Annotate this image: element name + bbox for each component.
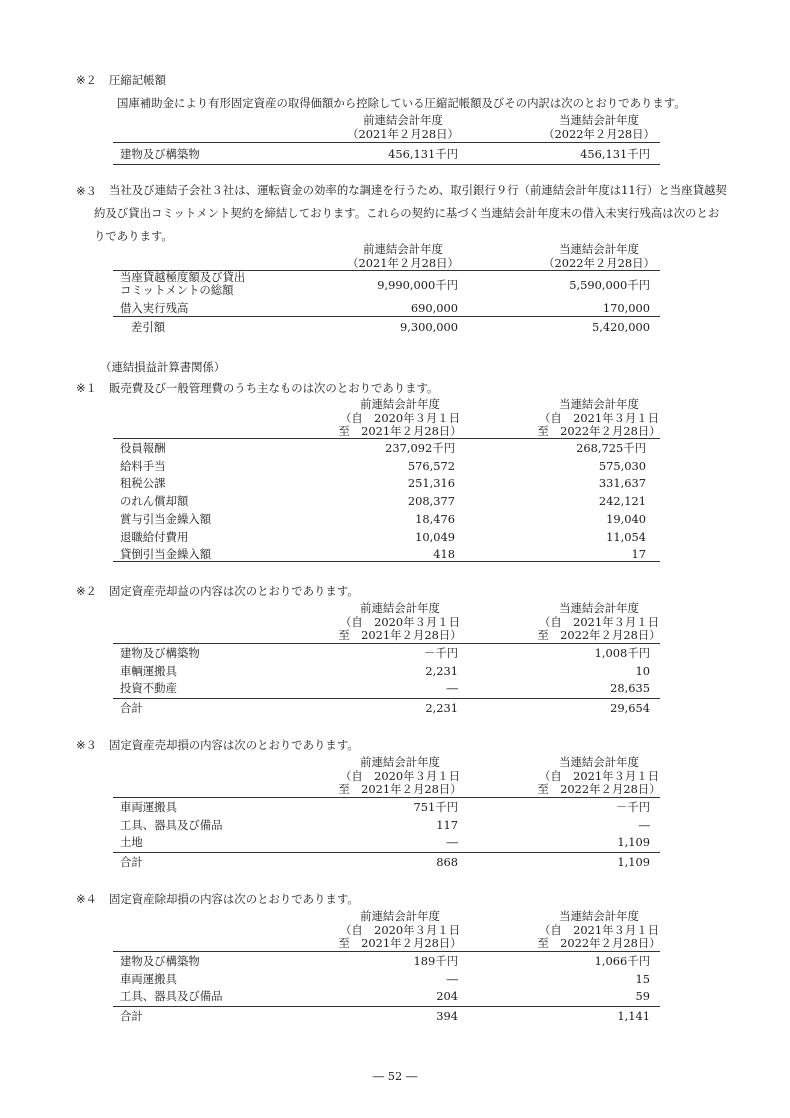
table-total-rule [113, 698, 660, 699]
table-cell-prev: 690,000 [410, 301, 458, 315]
table-cell-curr: 170,000 [602, 301, 650, 315]
table-cell-curr: 1,109 [617, 855, 650, 870]
table-row-label: 車両運搬具 [120, 971, 177, 986]
table-cell-curr: 28,635 [610, 681, 650, 696]
table-cell-curr: 1,066千円 [594, 954, 650, 968]
table-row-label: 差引額 [131, 320, 166, 334]
table-row-label: 租税公課 [120, 476, 166, 491]
table-row-label: 工具、器具及び備品 [120, 989, 223, 1004]
note-mark: ※２ [76, 73, 97, 87]
column-header-curr: 当連結会計年度 （自 2021年３月１日 至 2022年２月28日） [537, 755, 661, 796]
column-header-prev: 前連結会計年度 （自 2020年３月１日 至 2021年２月28日） [338, 601, 462, 642]
table-rule [113, 316, 660, 317]
note-mark: ※２ [76, 584, 97, 598]
column-header-curr: 当連結会計年度 （2022年２月28日） [543, 113, 655, 141]
note-title: 固定資産除却損の内容は次のとおりであります。 [109, 892, 359, 906]
table-cell-prev: 2,231 [425, 701, 458, 716]
table-cell-curr: 456,131千円 [580, 147, 650, 161]
table-cell-curr: 19,040 [606, 511, 646, 526]
table-cell-prev: 251,316 [407, 476, 455, 491]
table-cell-prev: 9,300,000 [400, 320, 458, 334]
table-rule [113, 951, 660, 952]
table-cell-curr: 5,420,000 [592, 320, 650, 334]
column-header-prev: 前連結会計年度 （2021年２月28日） [347, 242, 459, 270]
column-header-prev: 前連結会計年度 （自 2020年３月１日 至 2021年２月28日） [338, 909, 462, 950]
table-cell-prev: ― [446, 971, 458, 986]
table-rule [113, 643, 660, 644]
table-row-label: 建物及び構築物 [120, 646, 200, 660]
note-title: 固定資産売却損の内容は次のとおりであります。 [109, 738, 359, 752]
table-cell-curr: 59 [635, 989, 650, 1004]
table-row-label: 建物及び構築物 [120, 147, 200, 161]
table-row-label: 合計 [120, 1009, 143, 1024]
column-header-prev: 前連結会計年度 （2021年２月28日） [347, 113, 459, 141]
table-cell-curr: 575,030 [598, 458, 646, 473]
table-row-label: 投資不動産 [120, 681, 177, 696]
table-cell-prev: 418 [433, 547, 455, 562]
table-cell-prev: 204 [436, 989, 458, 1004]
column-header-curr: 当連結会計年度 （自 2021年３月１日 至 2022年２月28日） [537, 601, 661, 642]
table-cell-curr: 268,725千円 [576, 441, 646, 455]
note-intro: 国庫補助金により有形固定資産の取得価額から控除している圧縮記帳額及びその内訳は次のとおりであります。 [117, 96, 686, 110]
table-cell-curr: 15 [635, 971, 650, 986]
table-cell-prev: 189千円 [413, 954, 458, 968]
table-cell-curr: 11,054 [606, 529, 646, 544]
table-cell-prev: 394 [436, 1009, 458, 1024]
note-mark: ※３ [76, 184, 97, 198]
table-rule [113, 142, 660, 143]
table-cell-curr: 10 [635, 663, 650, 678]
table-cell-prev: －千円 [423, 646, 458, 660]
note-paragraph: 当社及び連結子会社３社は、運転資金の効率的な調達を行うため、取引銀行９行（前連結会計年度は11行）と当座貸越契約及び貸出コミットメント契約を締結しております。これらの契約に基づく当連結会計年度末の借入未実行残高は次のとおりであります。 [94, 183, 727, 243]
table-row-label: 合計 [120, 701, 143, 716]
table-row-label: 車輌運搬具 [120, 663, 177, 678]
note-title: 固定資産売却益の内容は次のとおりであります。 [109, 584, 359, 598]
note-title: 圧縮記帳額 [109, 73, 166, 87]
note-mark: ※３ [76, 738, 97, 752]
table-row-label: 土地 [120, 835, 143, 850]
note-mark: ※４ [76, 892, 97, 906]
column-header-prev: 前連結会計年度 （自 2020年３月１日 至 2021年２月28日） [338, 755, 462, 796]
table-cell-curr: ― [638, 817, 650, 832]
table-cell-prev: 10,049 [415, 529, 455, 544]
table-cell-curr: 242,121 [598, 494, 646, 509]
table-cell-prev: 456,131千円 [388, 147, 458, 161]
table-cell-prev: 2,231 [425, 663, 458, 678]
table-row-label: 建物及び構築物 [120, 954, 200, 968]
column-header-curr: 当連結会計年度 （2022年２月28日） [543, 242, 655, 270]
note-title: 販売費及び一般管理費のうち主なものは次のとおりであります。 [109, 381, 439, 395]
table-cell-curr: 1,008千円 [594, 646, 650, 660]
table-cell-prev: 9,990,000千円 [377, 278, 458, 292]
table-cell-prev: 208,377 [407, 494, 455, 509]
page-number: ― 52 ― [372, 1069, 418, 1083]
table-cell-prev: 576,572 [407, 458, 455, 473]
table-cell-curr: 5,590,000千円 [569, 278, 650, 292]
table-row-label: 役員報酬 [120, 441, 166, 455]
column-header-curr: 当連結会計年度 （自 2021年３月１日 至 2022年２月28日） [537, 909, 661, 950]
table-rule [113, 797, 660, 798]
table-total-rule [113, 852, 660, 853]
table-row-label: のれん償却額 [120, 494, 189, 509]
table-row-label: 給料手当 [120, 458, 166, 473]
table-row-label: 賞与引当金繰入額 [120, 511, 212, 526]
table-cell-curr: －千円 [615, 800, 650, 814]
column-header-curr: 当連結会計年度 （自 2021年３月１日 至 2022年２月28日） [537, 397, 661, 438]
table-row-label: 合計 [120, 855, 143, 870]
table-rule [113, 561, 660, 562]
table-row-label: 借入実行残高 [120, 301, 189, 315]
table-cell-curr: 17 [631, 547, 646, 562]
table-row-label: 車両運搬具 [120, 800, 177, 814]
table-cell-curr: 29,654 [610, 701, 650, 716]
table-row-label: 当座貸越極度額及び貸出 コミットメントの総額 [120, 270, 246, 297]
table-cell-prev: 751千円 [413, 800, 458, 814]
table-rule [113, 164, 660, 165]
table-cell-prev: 18,476 [415, 511, 455, 526]
column-header-prev: 前連結会計年度 （自 2020年３月１日 至 2021年２月28日） [338, 397, 462, 438]
table-row-label: 工具、器具及び備品 [120, 817, 223, 832]
table-cell-prev: 868 [436, 855, 458, 870]
table-cell-curr: 331,637 [598, 476, 646, 491]
section-title: （連結損益計算書関係） [100, 360, 226, 374]
table-cell-curr: 1,109 [617, 835, 650, 850]
table-cell-prev: ― [446, 681, 458, 696]
table-row-label: 貸倒引当金繰入額 [120, 547, 212, 562]
table-rule [113, 438, 660, 439]
note-mark: ※１ [76, 381, 97, 395]
table-cell-curr: 1,141 [617, 1009, 650, 1024]
table-row-label: 退職給付費用 [120, 529, 189, 544]
table-cell-prev: 117 [436, 817, 458, 832]
table-cell-prev: 237,092千円 [385, 441, 455, 455]
table-cell-prev: ― [446, 835, 458, 850]
table-total-rule [113, 1006, 660, 1007]
